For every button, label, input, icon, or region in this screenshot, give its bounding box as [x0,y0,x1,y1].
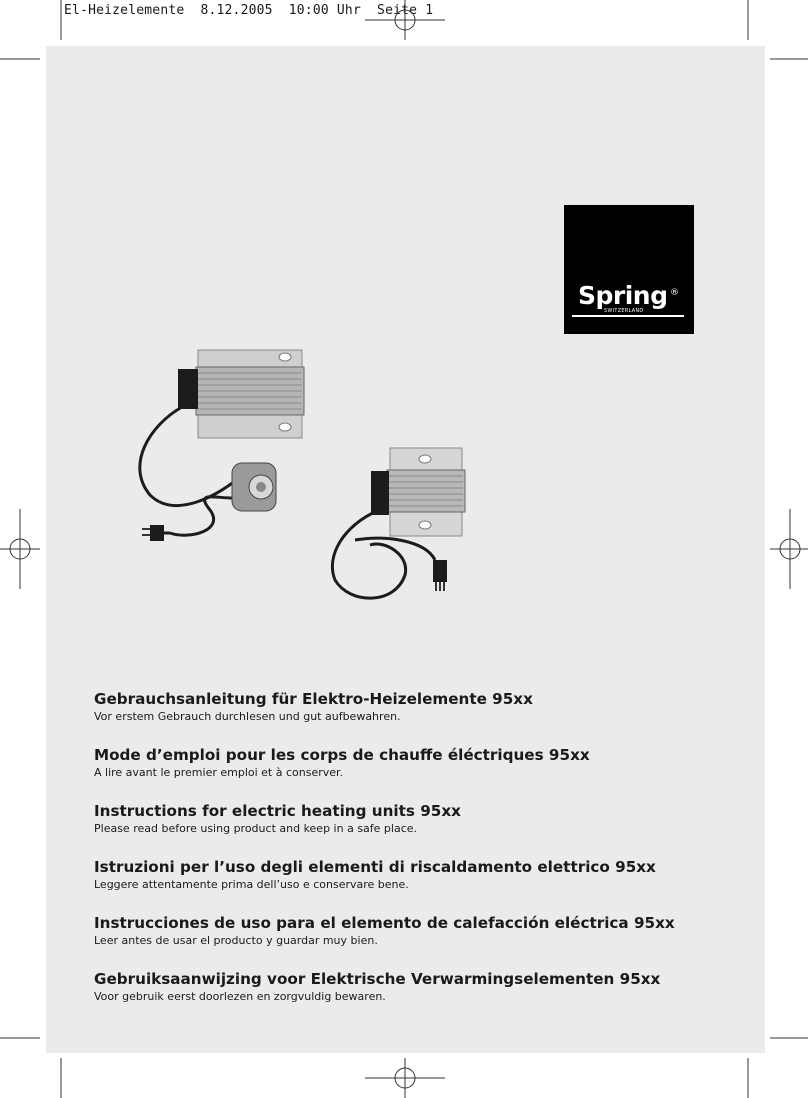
instruction-title: Gebrauchsanleitung für Elektro-Heizelemente 95xx [94,690,533,708]
spring-logo [564,205,694,334]
logo-underline [572,315,684,317]
logo-registered-mark: ® [670,288,679,298]
logo-subtitle: SWITZERLAND [604,309,644,314]
instruction-subtitle: Vor erstem Gebrauch durchlesen und gut aufbewahren. [94,710,401,723]
instruction-block-fr [94,745,754,780]
instruction-title: Mode d’emploi pour les corps de chauffe éléctriques 95xx [94,746,590,764]
print-header: El-Heizelemente 8.12.2005 10:00 Uhr Seite 1 [64,3,434,18]
instruction-block-nl [94,969,754,1004]
instruction-subtitle: Voor gebruik eerst doorlezen en zorgvuldig bewaren. [94,990,386,1003]
instruction-block-de [94,689,754,724]
instruction-subtitle: Please read before using product and keep in a safe place. [94,822,418,835]
instruction-title: Istruzioni per l’uso degli elementi di riscaldamento elettrico 95xx [94,858,656,876]
instruction-subtitle: Leer antes de usar el producto y guardar muy bien. [94,934,378,947]
instruction-block-it [94,857,754,892]
instruction-block-en [94,801,754,836]
heater-with-controller-image [130,345,315,545]
instruction-subtitle: Leggere attentamente prima dell’uso e conservare bene. [94,878,409,891]
instruction-subtitle: A lire avant le premier emploi et à conserver. [94,766,344,779]
heater-plain-image [325,445,470,610]
instruction-title: Instrucciones de uso para el elemento de calefacción eléctrica 95xx [94,914,675,932]
instruction-title: Gebruiksaanwijzing voor Elektrische Verwarmingselementen 95xx [94,970,661,988]
logo-wordmark: Spring [578,281,668,310]
instruction-title: Instructions for electric heating units 95xx [94,802,461,820]
instruction-block-es [94,913,754,948]
